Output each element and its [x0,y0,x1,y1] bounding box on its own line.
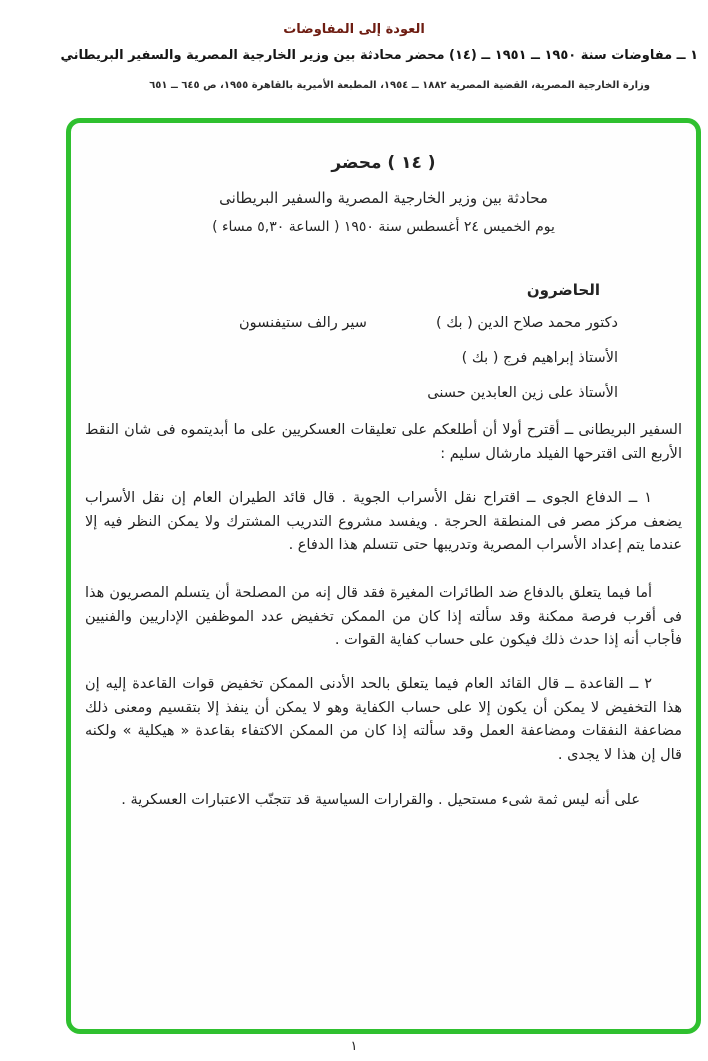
back-to-negotiations-link[interactable]: العودة إلى المفاوضات [283,22,425,37]
attendee-name: الأستاذ على زين العابدين حسنى [427,385,618,401]
page-number: ١ [350,1039,358,1054]
document-source-citation: وزارة الخارجية المصرية، القضية المصرية ١٨٨٢ ــ ١٩٥٤، المطبعة الأميرية بالقاهرة ١٩٥٥، ص ٦٤٥ ــ ٦٥١ [149,80,650,91]
paragraph-closing-remark: على أنه ليس ثمة شىء مستحيل . والقرارات السياسية قد تتجنّب الاعتبارات العسكرية . [121,792,640,808]
attendee-name: دكتور محمد صلاح الدين ( بك ) [435,315,618,331]
document-header-title: ١ ــ مفاوضات سنة ١٩٥٠ ــ ١٩٥١ ــ (١٤) محضر محادثة بين وزير الخارجية المصرية والسفير البريطاني [60,48,698,63]
paragraph-the-base: ٢ ــ القاعدة ــ قال القائد العام فيما يتعلق بالحد الأدنى الممكن تخفيض قوات القاعدة إليه إن هذا التخفيض لا يمكن أن يكون إلا على حساب الكفاية وهو لا يمكن أن ينفذ إلا بتقسيم ومعنى ذلك مضاعفة النفقات ومضاعفة العمل وقد سألته إذا كان من الممكن الاكتفاء بقاعدة « هيكلية » ولكنه قال إن هذا لا يجدى . [85,676,682,763]
attendees-heading: الحاضرون [526,281,600,299]
minutes-date-line: يوم الخميس ٢٤ أغسطس سنة ١٩٥٠ ( الساعة ٥,٣٠ مساء ) [212,219,555,235]
scan-highlight-frame [66,118,701,1034]
paragraph-air-defense: ١ ــ الدفاع الجوى ــ اقتراح نقل الأسراب الجوية . قال قائد الطيران العام إن نقل الأسراب يضعف مركز مصر فى المنطقة الحرجة . ويفسد مشروع التدريب المشترك ولا يمكن النظر فيه إلا عندما يتم إعداد الأسراب المصرية وتدريبها حتى تتسلم هذا الدفاع . [85,490,682,553]
paragraph-raiding-aircraft: أما فيما يتعلق بالدفاع ضد الطائرات المغيرة فقد قال إنه من المصلحة أن يتسلم المصريون هذا فى أقرب فرصة ممكنة وقد سألته إذا كان من الممكن تخفيض عدد الموظفين الإداريين والفنيين فأجاب أنه إذا حدث ذلك فيكون على حساب كفاية القوات . [85,585,682,648]
paragraph-british-ambassador: السفير البريطانى ــ أقترح أولا أن أطلعكم على تعليقات العسكريين على ما أبديتموه فى شان النقط الأربع التى اقترحها الفيلد مارشال سليم : [85,422,682,462]
minutes-subtitle: محادثة بين وزير الخارجية المصرية والسفير البريطانى [219,189,548,207]
attendee-name: الأستاذ إبراهيم فرج ( بك ) [461,350,618,366]
scanned-document [71,123,696,1029]
minutes-title: ( ١٤ ) محضر [331,153,436,173]
attendee-name: سير رالف ستيفنسون [239,315,367,331]
